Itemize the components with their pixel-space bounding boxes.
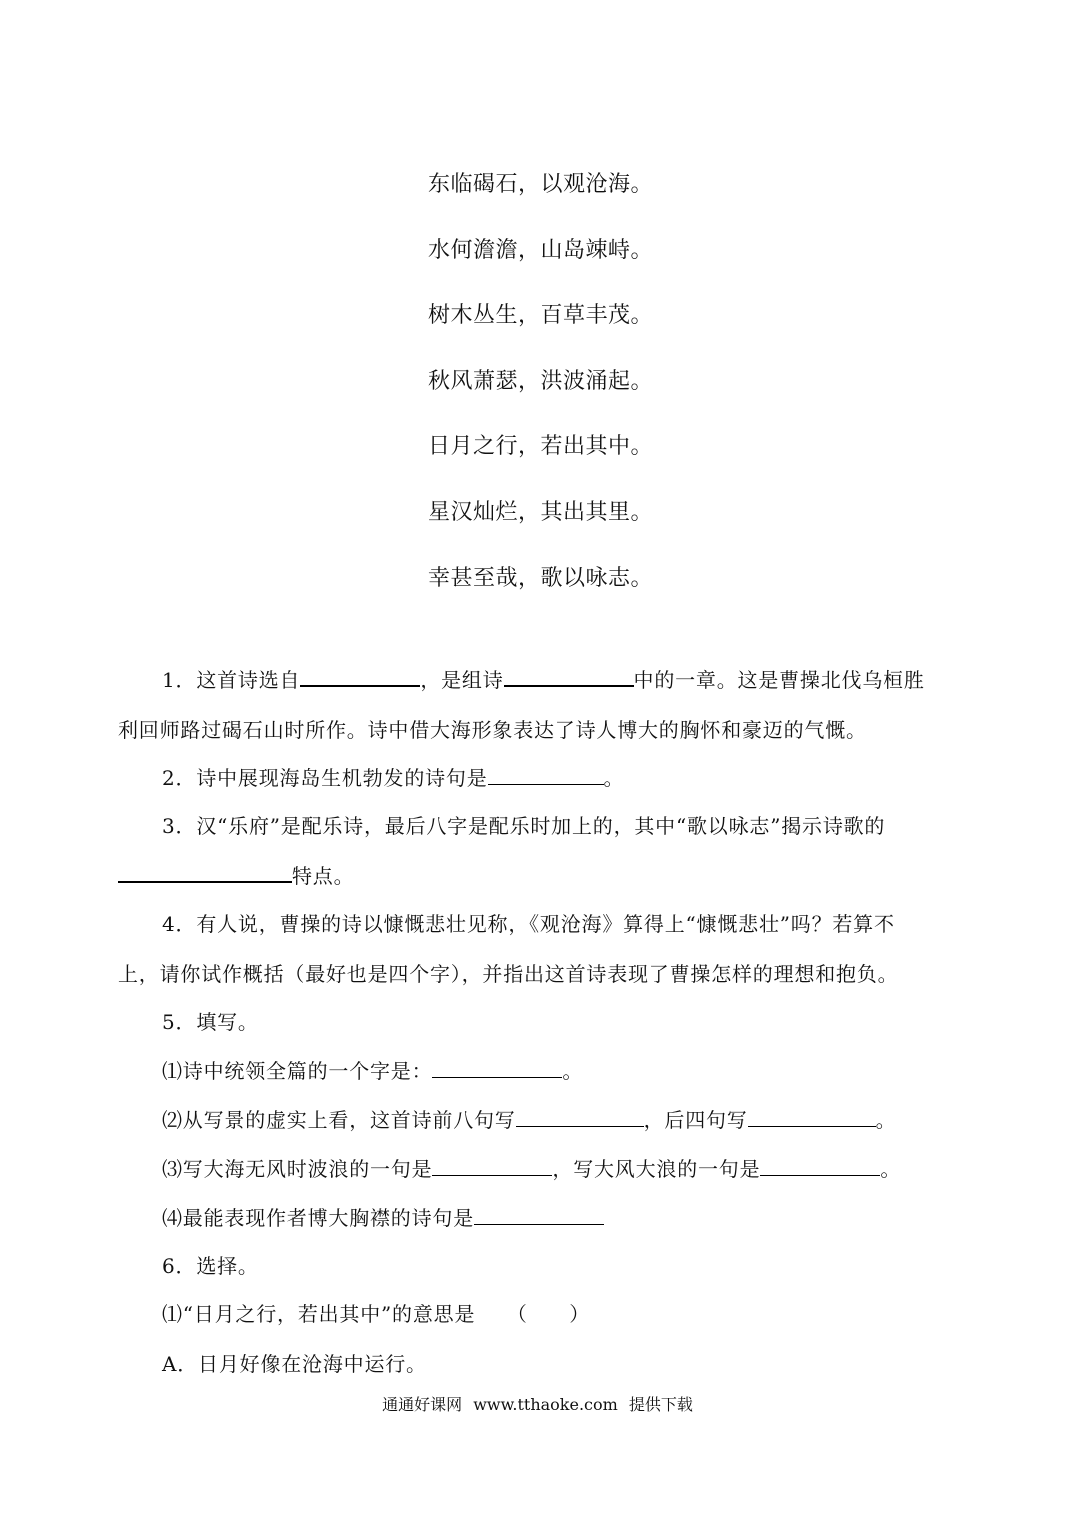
footer-url[interactable]: www.tthaoke.com — [473, 1395, 618, 1414]
answer-blank[interactable] — [748, 1125, 876, 1127]
question-5-sub-1-text: ⑴诗中统领全篇的一个字是： — [162, 1059, 433, 1083]
question-5-sub-2-text-b: ，后四句写 — [643, 1108, 748, 1132]
poem-line: 幸甚至哉，歌以咏志。 — [428, 566, 654, 591]
question-6-option-a: A．日月好像在沧海中运行。 — [162, 1352, 427, 1376]
question-5-sub-3-text-b: ，写大风大浪的一句是 — [552, 1157, 761, 1181]
question-6-title: 6．选择。 — [162, 1254, 259, 1278]
answer-blank[interactable] — [760, 1174, 880, 1176]
question-5-sub-1 — [162, 1055, 583, 1084]
question-2-text: 2．诗中展现海岛生机勃发的诗句是 — [162, 766, 488, 790]
question-5-sub-4 — [162, 1202, 604, 1231]
answer-blank[interactable] — [300, 684, 420, 687]
question-5-sub-4-text: ⑷最能表现作者博大胸襟的诗句是 — [162, 1206, 474, 1230]
question-3-text: 特点。 — [292, 864, 355, 888]
question-1-line-1 — [162, 664, 925, 693]
poem-line: 秋风萧瑟，洪波涌起。 — [428, 369, 654, 394]
poem-line: 东临碣石，以观沧海。 — [428, 172, 654, 197]
punctuation: 。 — [562, 1059, 584, 1083]
answer-blank[interactable] — [474, 1223, 604, 1225]
poem-line: 树木丛生，百草丰茂。 — [428, 303, 654, 328]
question-3-line-1: 3．汉“乐府”是配乐诗，最后八字是配乐时加上的，其中“歌以咏志”揭示诗歌的 — [162, 814, 886, 838]
question-5-sub-3 — [162, 1153, 901, 1182]
question-5-sub-2 — [162, 1104, 896, 1133]
poem-line: 日月之行，若出其中。 — [428, 434, 654, 459]
answer-blank[interactable] — [488, 783, 604, 785]
question-1-text-c: 中的一章。这是曹操北伐乌桓胜 — [633, 668, 925, 692]
punctuation: 。 — [875, 1108, 897, 1132]
answer-blank[interactable] — [516, 1125, 644, 1127]
answer-blank[interactable] — [504, 684, 634, 687]
question-1-line-2: 利回师路过碣石山时所作。诗中借大海形象表达了诗人博大的胸怀和豪迈的气慨。 — [118, 718, 867, 742]
question-1-text-b: ，是组诗 — [420, 668, 504, 692]
answer-blank[interactable] — [118, 880, 292, 883]
poem-line: 星汉灿烂，其出其里。 — [428, 500, 654, 525]
question-2-end: 。 — [603, 766, 625, 790]
question-1-text-a: 1．这首诗选自 — [162, 668, 301, 692]
question-5-sub-3-text-a: ⑶写大海无风时波浪的一句是 — [162, 1157, 433, 1181]
footer-site-name: 通通好课网 — [382, 1395, 463, 1414]
answer-blank[interactable] — [432, 1076, 562, 1078]
question-5-sub-2-text-a: ⑵从写景的虚实上看，这首诗前八句写 — [162, 1108, 516, 1132]
punctuation: 。 — [880, 1157, 902, 1181]
question-4-line-1: 4．有人说，曹操的诗以慷慨悲壮见称，《观沧海》算得上“慷慨悲壮”吗？若算不 — [162, 912, 895, 936]
question-5-title: 5．填写。 — [162, 1010, 259, 1034]
question-2 — [162, 762, 624, 791]
poem-line: 水何澹澹，山岛竦峙。 — [428, 238, 654, 263]
question-6-sub-1: ⑴“日月之行，若出其中”的意思是 （ ） — [162, 1302, 591, 1326]
answer-blank[interactable] — [432, 1174, 552, 1176]
page-footer — [0, 1392, 1075, 1415]
footer-note: 提供下载 — [628, 1395, 693, 1414]
question-3-line-2 — [118, 860, 354, 889]
question-4-line-2: 上，请你试作概括（最好也是四个字），并指出这首诗表现了曹操怎样的理想和抱负。 — [118, 962, 899, 986]
